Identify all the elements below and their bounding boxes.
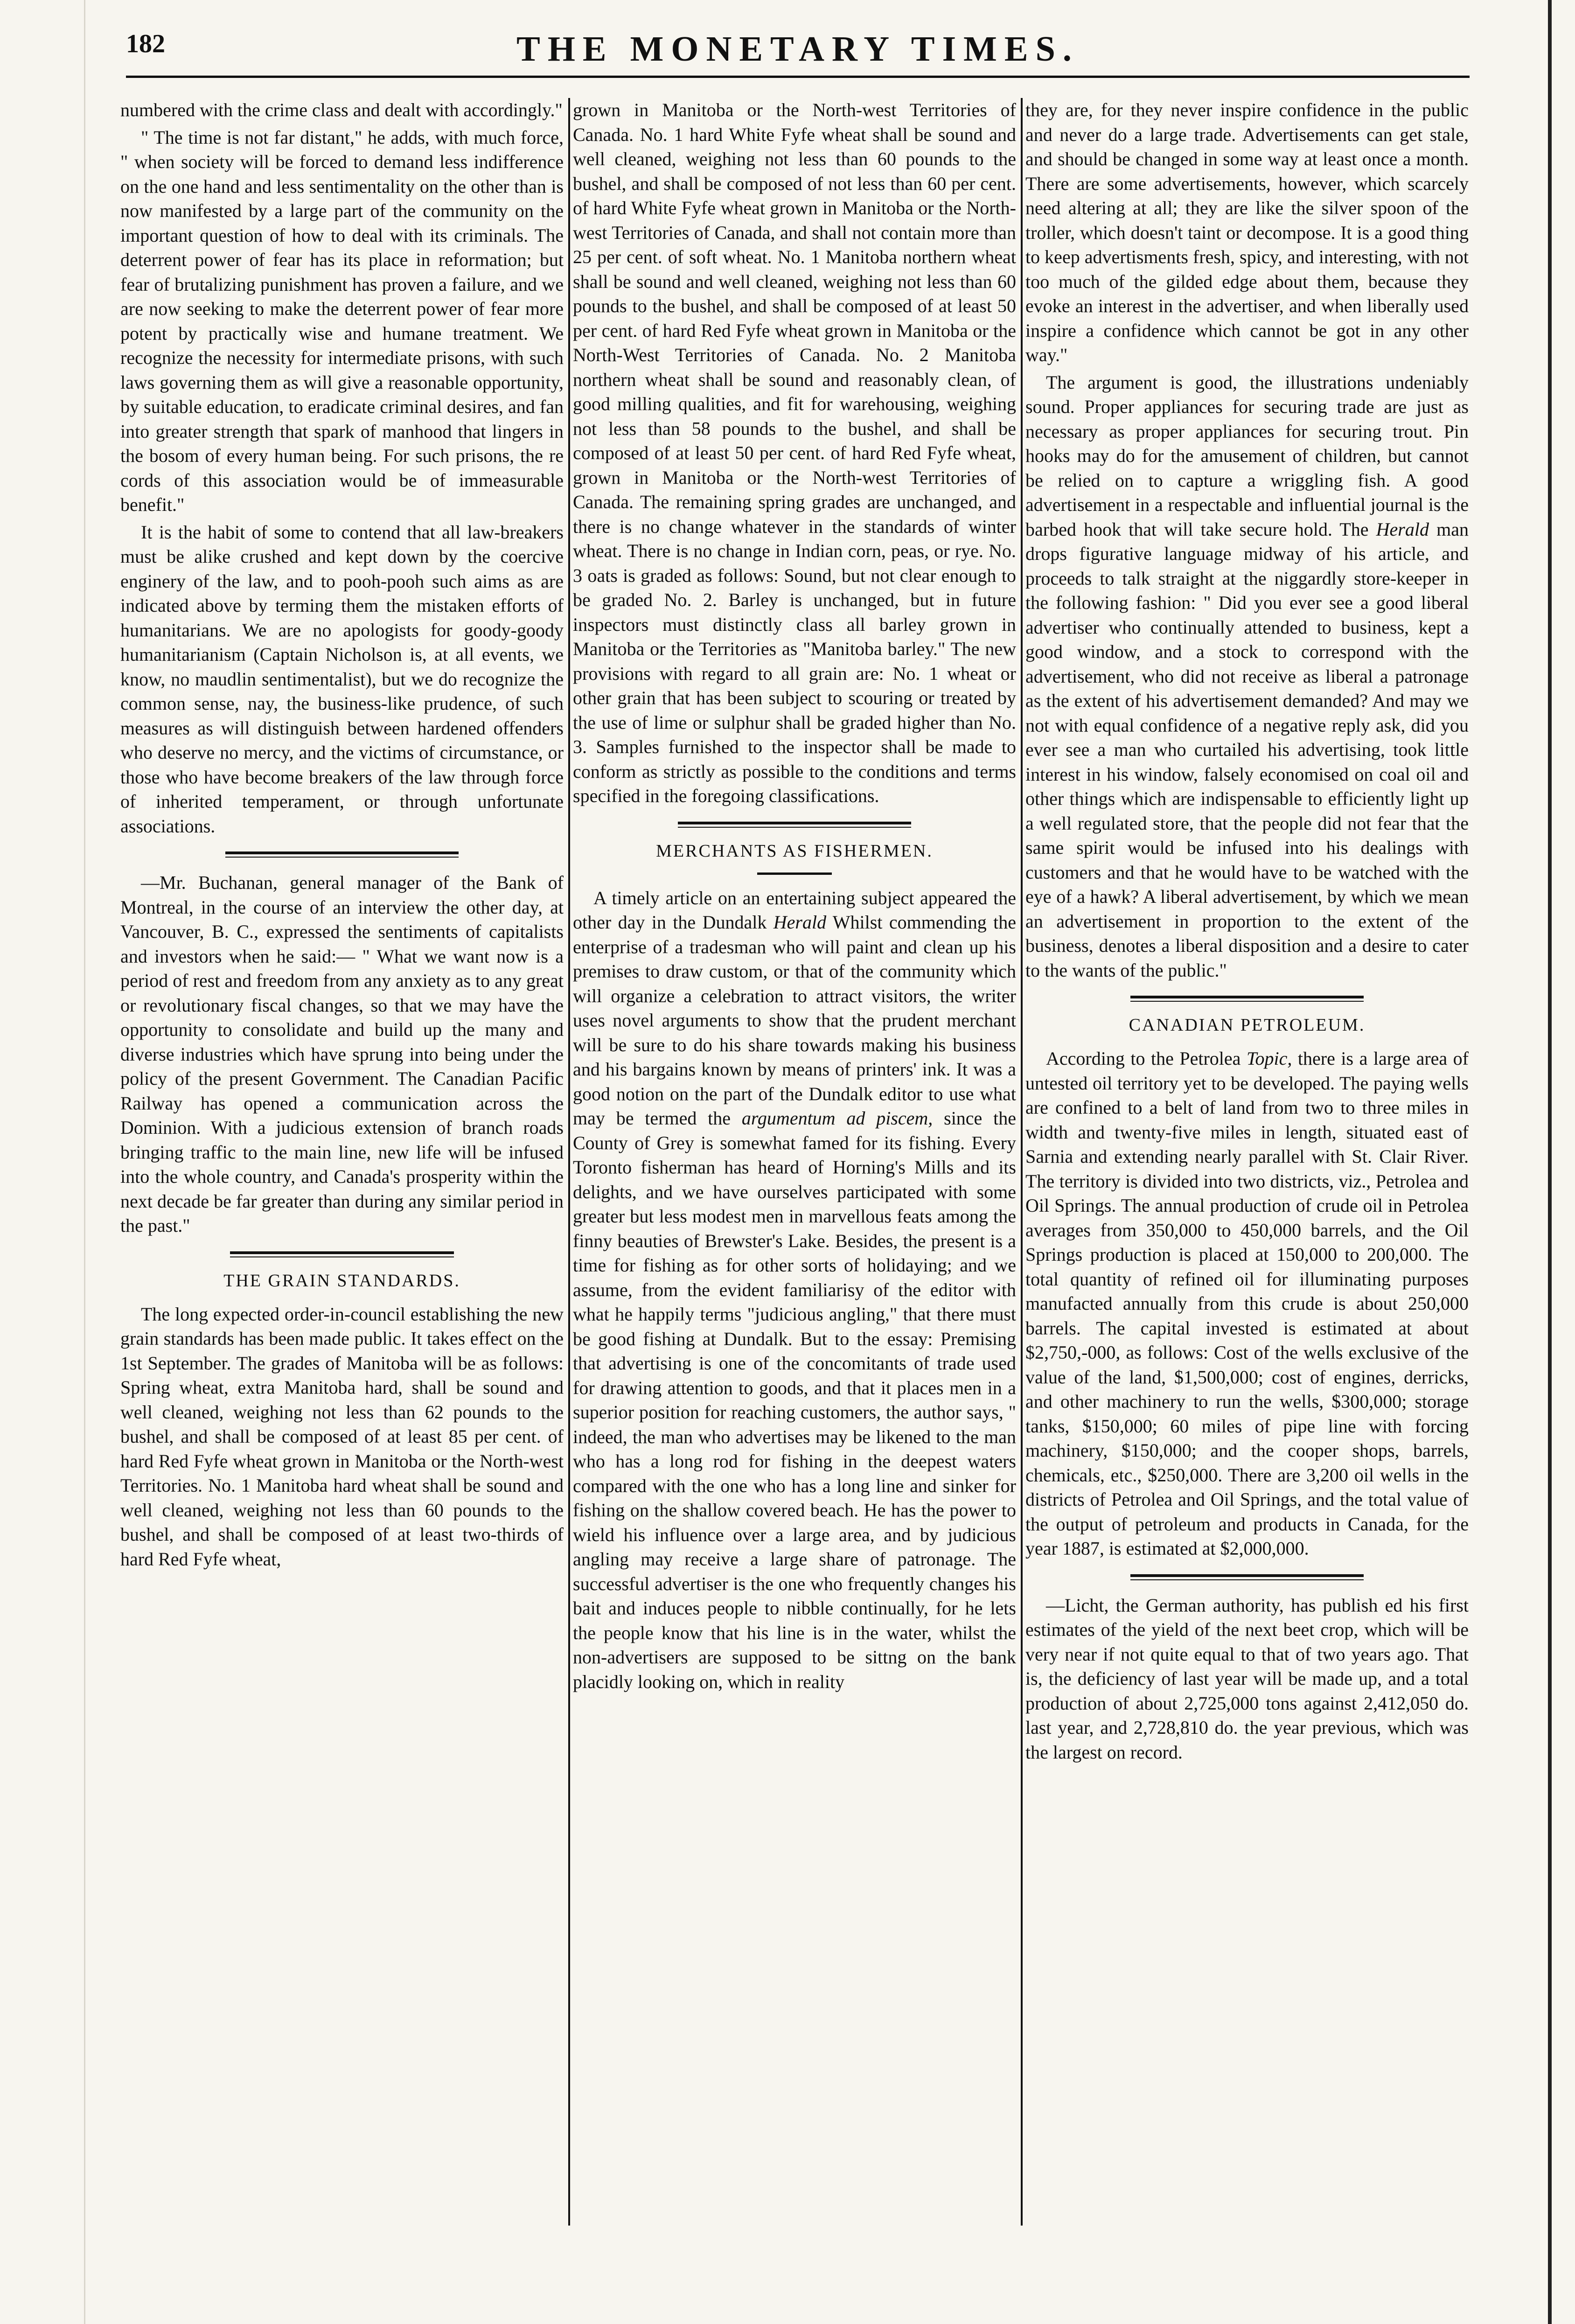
- italic-text: Topic,: [1246, 1048, 1292, 1069]
- page-number: 182: [126, 29, 165, 58]
- text-run: A timely article on an entertaining subject appeared the other day in the Dundalk: [573, 887, 1016, 933]
- column-1: [120, 98, 564, 1574]
- article-heading: CANADIAN PETROLEUM.: [1129, 1015, 1366, 1035]
- paragraph: grown in Manitoba or the North-west Territories of Canada. No. 1 hard White Fyfe wheat shall be sound and well cleaned, weighing not less than 60 pounds to the bushel, and shall be composed of not less than 60 per cent. of hard White Fyfe wheat grown in Manitoba or the North-west Territories of Canada, and shall not contain more than 25 per cent. of soft wheat. No. 1 Manitoba northern wheat shall be sound and well cleaned, weighing not less than 60 pounds to the bushel, and shall be composed of at least 50 per cent. of hard Red Fyfe wheat grown in Manitoba or the North-West Territories of Canada. No. 2 Manitoba northern wheat shall be sound and reasonably clean, of good milling qualities, and fit for warehousing, weighing not less than 58 pounds to the bushel, and shall be composed of at least 50 per cent. of hard Red Fyfe wheat, grown in Manitoba or the North-west Territories of Canada. The remaining spring grades are unchanged, and there is no change whatever in the standards of winter wheat. There is no change in Indian corn, peas, or rye. No. 3 oats is graded as follows: Sound, but not clear enough to be graded No. 2. Barley is unchanged, but in future inspectors must distinctly class all barley grown in Manitoba or the Territories as "Manitoba barley." The new provisions with regard to all grain are: No. 1 wheat or other grain that has been subject to scouring or treated by the use of lime or sulphur shall be graded higher than No. 3. Samples furnished to the inspector shall be made to conform as strictly as possible to the conditions and terms specified in the foregoing classifications.: [573, 99, 1016, 806]
- paragraph: [1025, 1047, 1469, 1561]
- page-edge-shadow: [84, 0, 85, 2324]
- italic-text: Herald: [773, 912, 827, 933]
- column-rule-left: [568, 98, 570, 2226]
- text-run: man drops figurative language midway of his article, and proceeds to talk straight at the niggardly store-keeper in the following fashion: " Did you ever see a good liberal advertiser who continually attended to business, kept a good window, and a stock to correspond with the advertisement, who did not receive as liberal a patronage as the extent of his advertisement demanded? And may we not with equal confidence of a negative reply ask, did you ever see a man who curtailed his advertising, took little interest in his window, falsely economised on coal oil and other things which are indispensable to efficiently light up a well regulated store, that the people did not fear that the same spirit would be infused into his dealings with customers and that he would have to be watched with the eye of a hawk? A liberal advertisement, by which we mean an advertisement in proportion to the extent of the business, denotes a liberal disposition and a desire to cater to the wants of the public.": [1025, 518, 1469, 981]
- paragraph: —Licht, the German authority, has publish ed his first estimates of the yield of the next beet crop, which will be very near if not quite equal to that of two years ago. That is, the deficiency of last year will be made up, and a total production of about 2,725,000 tons against 2,412,050 do. last year, and 2,728,810 do. the year previous, which was the largest on record.: [1025, 1594, 1469, 1763]
- paragraph: It is the habit of some to contend that all law-breakers must be alike crushed and kept down by the coercive enginery of the law, and to pooh-pooh such aims as are indicated above by terming them the mistaken efforts of humanitarians. We are no apologists for goody-goody humanitarianism (Captain Nicholson is, at all events, we know, no maudlin sentimentalist), but we do recognize the common sense, nay, the business-like prudence, of such measures as will distinguish between hardened offenders who deserve no mercy, and the victims of circumstance, or those who have become breakers of the law through force of inherited temperament, or through unfortunate associations.: [120, 521, 564, 837]
- masthead: [126, 29, 1470, 80]
- paragraph: [1025, 370, 1469, 983]
- binding-edge: [1548, 0, 1552, 2324]
- italic-text: argumentum ad piscem,: [741, 1108, 933, 1129]
- text-run: there is a large area of untested oil territory yet to be developed. The paying wells are confined to a belt of land from two to three miles in width and twenty-five miles in length, situated east of Sarnia and extending nearly parallel with St. Clair River. The territory is divided into two districts, viz., Petrolea and Oil Springs. The annual production of crude oil in Petrolea averages from 350,000 to 450,000 barrels, and the Oil Springs production is placed at 150,000 to 200,000. The total quantity of refined oil for illuminating purposes manufacted annually from this crude is about 250,000 barrels. The capital invested is estimated at about $2,750,-000, as follows: Cost of the wells exclusive of the value of the land, $1,500,000; cost of engines, derricks, and other machinery to run the wells, $300,000; storage tanks, $150,000; 60 miles of pipe line with forcing machinery, $150,000; and the cooper shops, barrels, chemicals, etc., $250,000. There are 3,200 oil wells in the districts of Petrolea and Oil Springs, and the total value of the output of petroleum and products in Canada, for the year 1887, is estimated at $2,000,000.: [1025, 1048, 1469, 1559]
- column-3: [1025, 98, 1469, 1767]
- section-separator: [678, 822, 911, 828]
- paragraph: numbered with the crime class and dealt with accordingly.": [120, 99, 563, 120]
- heading-underline: [757, 872, 832, 875]
- column-rule-right: [1021, 98, 1023, 2226]
- section-separator: [230, 1251, 454, 1257]
- text-run: Whilst commending the enterprise of a tradesman who will paint and clean up his premises to draw custom, or that of the community which will organize a celebration to attract visitors, the writer uses novel arguments to show that the prudent merchant will be sure to do his share towards making his business and his bargains known by means of printers' ink. It was a good notion on the part of the Dundalk editor to use what may be termed the: [573, 912, 1016, 1129]
- section-separator: [1130, 996, 1364, 1002]
- header-rule: [126, 76, 1470, 78]
- paragraph: they are, for they never inspire confidence in the public and never do a large trade. Advertisements can get stale, and should be changed in some way at least once a month. There are some advertisements, however, which scarcely need altering at all; they are like the silver spoon of the troller, which doesn't taint or decompose. It is a good thing to keep advertisments fresh, spicy, and interesting, with not too much of the gilded edge about them, because they evoke an interest in the advertiser, and when liberally used inspire a confidence which cannot be got in any other way.": [1025, 99, 1469, 365]
- text-run: According to the Petrolea: [1046, 1048, 1247, 1069]
- text-run: The argument is good, the illustrations undeniably sound. Proper appliances for securing trade are just as necessary as proper appliances for securing trout. Pin hooks may do for the amusement of children, but cannot be relied on to capture a wriggling fish. A good advertisement in a respectable and influential journal is the barbed hook that will take secure hold. The: [1025, 371, 1469, 540]
- paragraph: " The time is not far distant," he adds, with much force, " when society will be forced to demand less indifference on the one hand and less sentimentality on the other than is now manifested by a large part of the community on the important question of how to deal with its criminals. The deterrent power of fear has its place in reformation; but fear of brutalizing punishment has proven a failure, and we are now seeking to make the deterrent power of fear more potent by practically wise and humane treatment. We recognize the necessity for intermediate prisons, with such laws governing them as will give a reasonable opportunity, by suitable education, to eradicate criminal desires, and fan into greater strength that spark of manhood that lingers in the bosom of every human being. For such prisons, the re cords of this association would be of immeasurable benefit.": [120, 126, 564, 515]
- text-run: since the County of Grey is somewhat famed for its fishing. Every Toronto fisherman has heard of Horning's Mills and its delights, and we have ourselves participated with some greater but less modest men in marvellous feats among the finny beauties of Brewster's Lake. Besides, the present is a time for fishing as for other sorts of holidaying; and we assume, from the evident familiarisy of the editor with what he happily terms "judicious angling," that there must be good fishing at Dundalk. But to the essay: Premising that advertising is one of the concomitants of trade used for drawing attention to goods, and that it places men in a superior position for reaching customers, the author says, " indeed, the man who advertises may be likened to the man who has a long rod for fishing in the deepest waters compared with the one who has a long line and sinker for fishing on the shallow covered beach. He has the power to wield his influence over a large area, and by judicious angling may receive a large share of patronage. The successful advertiser is the one who frequently changes his bait and induces people to nibble continually, for he lets the people know that his line is in the water, whilst the non-advertisers are supposed to be sittng on the bank placidly looking on, which in reality: [573, 1108, 1016, 1692]
- paragraph: [573, 886, 1016, 1695]
- section-separator: [225, 851, 459, 858]
- publication-title: THE MONETARY TIMES.: [516, 29, 1079, 69]
- article-heading: THE GRAIN STANDARDS.: [223, 1270, 460, 1291]
- article-heading: MERCHANTS AS FISHERMEN.: [656, 841, 933, 861]
- section-separator: [1130, 1574, 1364, 1580]
- italic-text: Herald: [1376, 518, 1429, 540]
- paragraph: —Mr. Buchanan, general manager of the Bank of Montreal, in the course of an interview the other day, at Vancouver, B. C., expressed the sentiments of capitalists and investors when he said:— " What we want now is a period of rest and freedom from any anxiety as to any great or revolutionary fiscal changes, so that we may have the opportunity to consolidate and build up the many and diverse industries which have sprung into being under the policy of the present Government. The Canadian Pacific Railway has opened a communication across the Dominion. With a judicious extension of branch roads bringing traffic to the main line, new life will be infused into the whole country, and Canada's prosperity within the next decade be far greater than during any similar period in the past.": [120, 872, 564, 1236]
- column-2: [573, 98, 1016, 1697]
- paragraph: The long expected order-in-council establishing the new grain standards has been made public. It takes effect on the 1st September. The grades of Manitoba will be as follows: Spring wheat, extra Manitoba hard, shall be sound and well cleaned, weighing not less than 62 pounds to the bushel, and shall be composed of at least 85 per cent. of hard Red Fyfe wheat grown in Manitoba or the North-west Territories. No. 1 Manitoba hard wheat shall be sound and well cleaned, weighing not less than 60 pounds to the bushel, and shall be composed of at least two-thirds of hard Red Fyfe wheat,: [120, 1303, 564, 1570]
